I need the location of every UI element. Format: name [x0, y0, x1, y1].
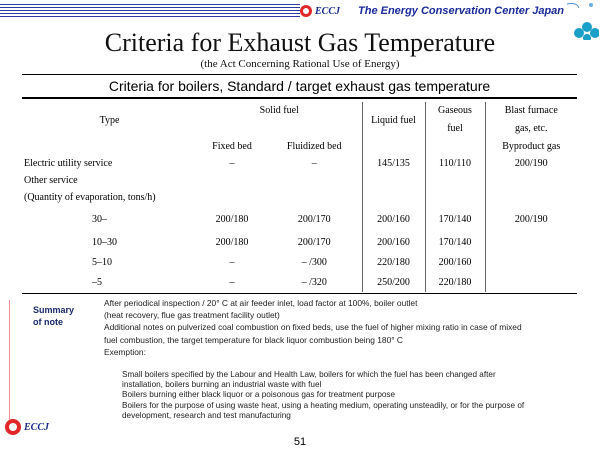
header-liquid-fuel: Liquid fuel [362, 102, 425, 138]
organization-name: The Energy Conservation Center Japan [358, 5, 564, 17]
header-blast-1: Blast furnace [485, 102, 577, 119]
list-item: Boilers burning either black liquor or a poisonous gas for treatment purpose [122, 390, 396, 400]
header-fixed-bed: Fixed bed [212, 141, 252, 152]
summary-label: Summary of note [33, 305, 75, 327]
page-subtitle: (the Act Concerning Rational Use of Energy) [200, 58, 400, 70]
header-type: Type [99, 114, 120, 126]
summary-notes [104, 297, 574, 358]
eccj-emblem-icon [5, 419, 21, 435]
header-gaseous-1: Gaseous [425, 102, 485, 119]
header-fixed-bed-spacer [197, 119, 267, 138]
table-row: Other service [22, 172, 577, 189]
list-item: installation, boilers burning an industrial waste with fuel [122, 380, 322, 390]
note-line: Additional notes on pulverized coal combustion on fixed beds, use the fuel of higher mixing ratio in case of mixed [104, 322, 522, 333]
page-title: Criteria for Exhaust Gas Temperature [104, 28, 496, 57]
note-line: After periodical inspection / 20° C at air feeder inlet, load factor at 100%, boiler outlet [104, 298, 418, 308]
table-row: Electric utility service – – 145/135 110/110 200/190 [22, 155, 577, 172]
exemption-list [122, 370, 577, 421]
eccj-emblem-icon [300, 5, 312, 17]
header-fluidized-spacer [267, 119, 362, 138]
header-solid-fuel: Solid fuel [259, 105, 299, 117]
list-item: development, research and test manufacturing [122, 410, 291, 420]
note-line: fuel combustion, the target temperature for black liquor combustion being 180° C [104, 334, 403, 345]
header-fluidized-bed: Fluidized bed [286, 141, 342, 152]
header-byproduct-gas: Byproduct gas [485, 138, 577, 155]
table-row: 30– 200/180 200/170 200/160 170/140 200/190 [22, 206, 577, 232]
page-number: 51 [293, 436, 307, 448]
header-gaseous-2: fuel [425, 119, 485, 138]
table-bottom-rule [22, 293, 577, 294]
exemption-label: Exemption: [104, 346, 146, 357]
table-row: –5 – – /320 250/200 220/180 [22, 272, 577, 292]
table-row: 10–30 200/180 200/170 200/160 170/140 [22, 232, 577, 252]
section-heading: Criteria for boilers, Standard / target exhaust gas temperature [22, 74, 577, 99]
eccj-logo-footer: ECCJ [5, 415, 49, 439]
list-item: Boilers for the purpose of using waste heat, using a heating medium, operating unsteadily, or for the purpose of [122, 400, 525, 410]
left-decorative-rule [9, 300, 10, 420]
eccj-logo: ECCJ [300, 3, 350, 19]
list-item: Small boilers specified by the Labour and Health Law, boilers for which the fuel has been changed after [122, 370, 496, 379]
note-line: (heat recovery, flue gas treatment facility outlet) [104, 310, 280, 321]
table-subheader-row [22, 138, 577, 155]
criteria-table [22, 102, 577, 292]
table-row: 5–10 – – /300 220/180 200/160 [22, 252, 577, 272]
header-blast-2: gas, etc. [485, 119, 577, 138]
table-row: (Quantity of evaporation, tons/h) [22, 189, 577, 206]
table-header-row [22, 102, 577, 119]
